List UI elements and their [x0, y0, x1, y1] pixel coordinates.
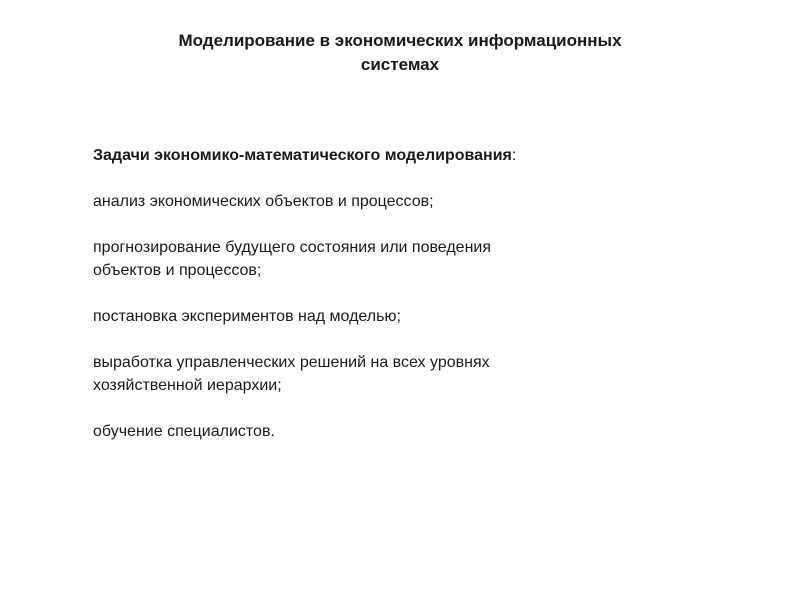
task-item-experiments	[93, 305, 653, 328]
tasks-heading	[93, 144, 653, 167]
task-item-decisions	[93, 351, 653, 397]
task-text-line: хозяйственной иерархии;	[93, 377, 282, 394]
task-text-line: анализ экономических объектов и процессов;	[93, 193, 434, 210]
task-text-line: объектов и процессов;	[93, 262, 262, 279]
task-text-line: выработка управленческих решений на всех уровнях	[93, 354, 490, 371]
slide-body	[93, 144, 653, 443]
task-text-line: постановка экспериментов над моделью;	[93, 308, 401, 325]
task-item-forecasting	[93, 236, 653, 282]
slide-title	[100, 29, 700, 77]
task-text-line: обучение специалистов.	[93, 423, 275, 440]
tasks-heading-text: Задачи экономико-математического моделирования	[93, 147, 512, 164]
task-item-training	[93, 420, 653, 443]
slide-title-line-1: Моделирование в экономических информационных	[178, 31, 622, 50]
task-text-line: прогнозирование будущего состояния или поведения	[93, 239, 492, 256]
tasks-heading-colon: :	[511, 147, 517, 164]
task-item-analysis	[93, 190, 653, 213]
slide-title-line-2: системах	[360, 55, 440, 74]
